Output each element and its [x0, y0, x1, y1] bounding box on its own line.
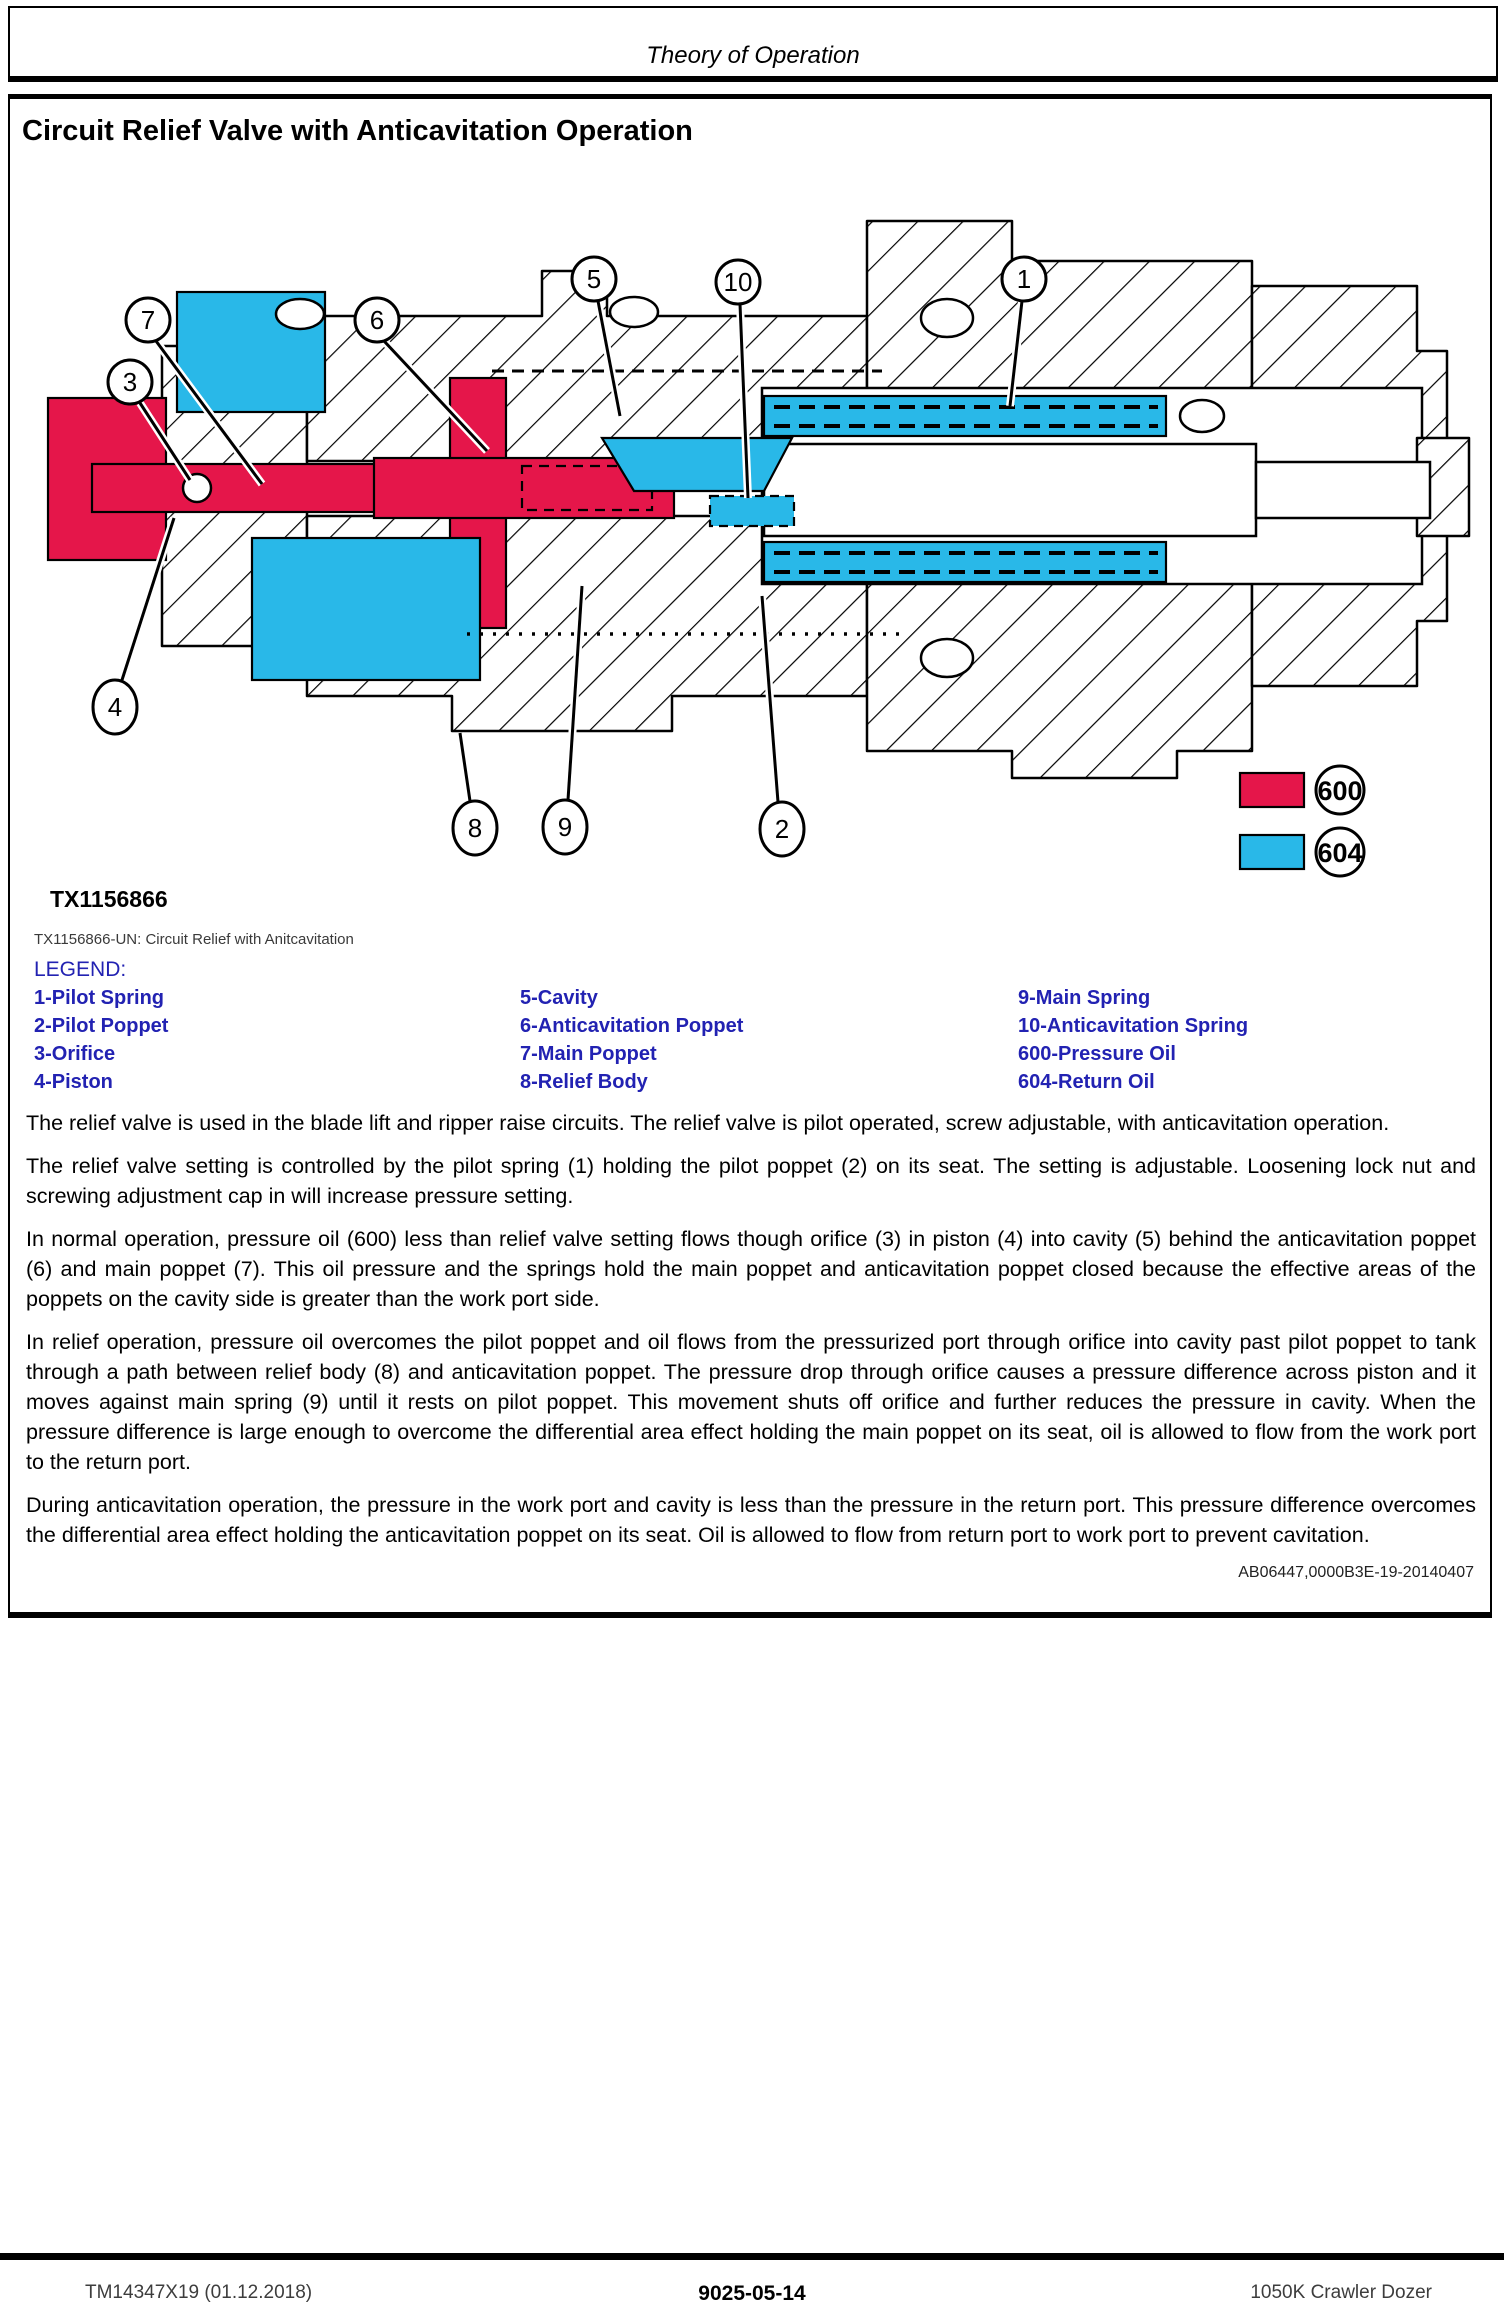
svg-text:1: 1: [1016, 264, 1032, 294]
anticavitation-spring-pocket: [710, 496, 794, 526]
legend-item: 10-Anticavitation Spring: [1018, 1015, 1249, 1037]
footer-manual-number: TM14347X19 (01.12.2018): [85, 2282, 313, 2303]
paragraph: The relief valve is used in the blade lift and ripper raise circuits. The relief valve is pilot operated, screw adjustable, with anticavitation operation.: [26, 1111, 1390, 1135]
paragraph: In normal operation, pressure oil (600) less than relief valve setting flows though orifice (3) in piston (4) into cavity (5) behind the anticavitation poppet (6) and main poppet (7). This oil pressure and the springs hold the main poppet and anticavitation poppet closed because the effective areas of the poppets on the cavity side is greater than the work port side.: [26, 1227, 1476, 1311]
section-title: Circuit Relief Valve with Anticavitation Operation: [22, 115, 693, 147]
legend-item: 604-Return Oil: [1018, 1071, 1155, 1093]
paragraph: The relief valve setting is controlled by the pilot spring (1) holding the pilot poppet (2) on its seat. The setting is adjustable. Loosening lock nut and screwing adjustment cap in will increase pressure setting.: [26, 1154, 1476, 1208]
legend-item: 8-Relief Body: [520, 1071, 648, 1093]
svg-text:7: 7: [140, 305, 156, 335]
footer-divider: [0, 2253, 1504, 2260]
legend-item: 9-Main Spring: [1018, 987, 1151, 1009]
svg-text:600: 600: [1317, 776, 1363, 806]
legend-item: 7-Main Poppet: [520, 1043, 657, 1065]
svg-text:4: 4: [107, 692, 123, 722]
legend-item: 600-Pressure Oil: [1018, 1043, 1176, 1065]
color-key: [1240, 766, 1364, 876]
body-text: [26, 1108, 1476, 1550]
header-title: Theory of Operation: [646, 42, 860, 69]
svg-text:8: 8: [467, 813, 483, 843]
legend-item: 3-Orifice: [34, 1043, 116, 1065]
legend-item: 2-Pilot Poppet: [34, 1015, 169, 1037]
legend-item: 4-Piston: [34, 1071, 113, 1093]
legend-item: 6-Anticavitation Poppet: [520, 1015, 744, 1037]
return-port-lower: [252, 538, 480, 680]
svg-text:9: 9: [557, 812, 573, 842]
return-oil-band-top: [764, 396, 1166, 436]
svg-text:10: 10: [723, 267, 753, 297]
legend-column-2: [520, 984, 1018, 1096]
o-ring-icon: [921, 639, 973, 677]
adjusting-screw-shaft: [1256, 462, 1430, 518]
figure-id: TX1156866: [50, 886, 168, 912]
footer-page-number: 9025-05-14: [698, 2282, 806, 2305]
content-box: [8, 94, 1492, 1618]
spring-guide-rod: [764, 444, 1256, 536]
paragraph: In relief operation, pressure oil overcomes the pilot poppet and oil flows from the pressurized port through orifice into cavity past pilot poppet to tank through a path between relief body (8) and anticavitation poppet. The pressure drop through orifice causes a pressure difference across piston and it moves against main spring (9) until it rests on pilot poppet. This movement shuts off orifice and further reduces the pressure in cavity. When the pressure difference is large enough to overcome the differential area effect holding the main poppet on its seat, oil is allowed to flow from the work port to the return port.: [26, 1330, 1476, 1474]
svg-text:604: 604: [1317, 838, 1363, 868]
pressure-oil-swatch: [1240, 773, 1304, 807]
figure-caption: TX1156866-UN: Circuit Relief with Anitcavitation: [34, 931, 354, 948]
return-oil-swatch: [1240, 835, 1304, 869]
legend-column-1: [34, 984, 520, 1096]
legend-column-3: [1018, 984, 1490, 1096]
page-header: [8, 6, 1498, 82]
legend: [34, 984, 1490, 1096]
svg-text:6: 6: [369, 305, 385, 335]
o-ring-icon: [276, 299, 324, 329]
paragraph: During anticavitation operation, the pressure in the work port and cavity is less than the pressure in the return port. This pressure difference overcomes the differential area effect holding the anticavitation poppet on its seat. Oil is allowed to flow from return port to work port to prevent cavitation.: [26, 1493, 1476, 1547]
callout-8: [453, 733, 497, 855]
o-ring-icon: [610, 297, 658, 327]
return-oil-band-bottom: [764, 542, 1166, 582]
document-code: AB06447,0000B3E-19-20140407: [1238, 1564, 1474, 1581]
svg-text:2: 2: [774, 814, 790, 844]
o-ring-icon: [1180, 400, 1224, 432]
legend-item: 1-Pilot Spring: [34, 987, 164, 1009]
legend-item: 5-Cavity: [520, 987, 598, 1009]
legend-heading: LEGEND:: [34, 958, 127, 981]
svg-text:5: 5: [586, 264, 602, 294]
anticavitation-poppet-seat: [602, 438, 792, 491]
valve-cross-section-diagram: [22, 166, 1482, 886]
o-ring-icon: [921, 299, 973, 337]
footer-model-name: 1050K Crawler Dozer: [1250, 2282, 1432, 2303]
svg-text:3: 3: [122, 367, 138, 397]
